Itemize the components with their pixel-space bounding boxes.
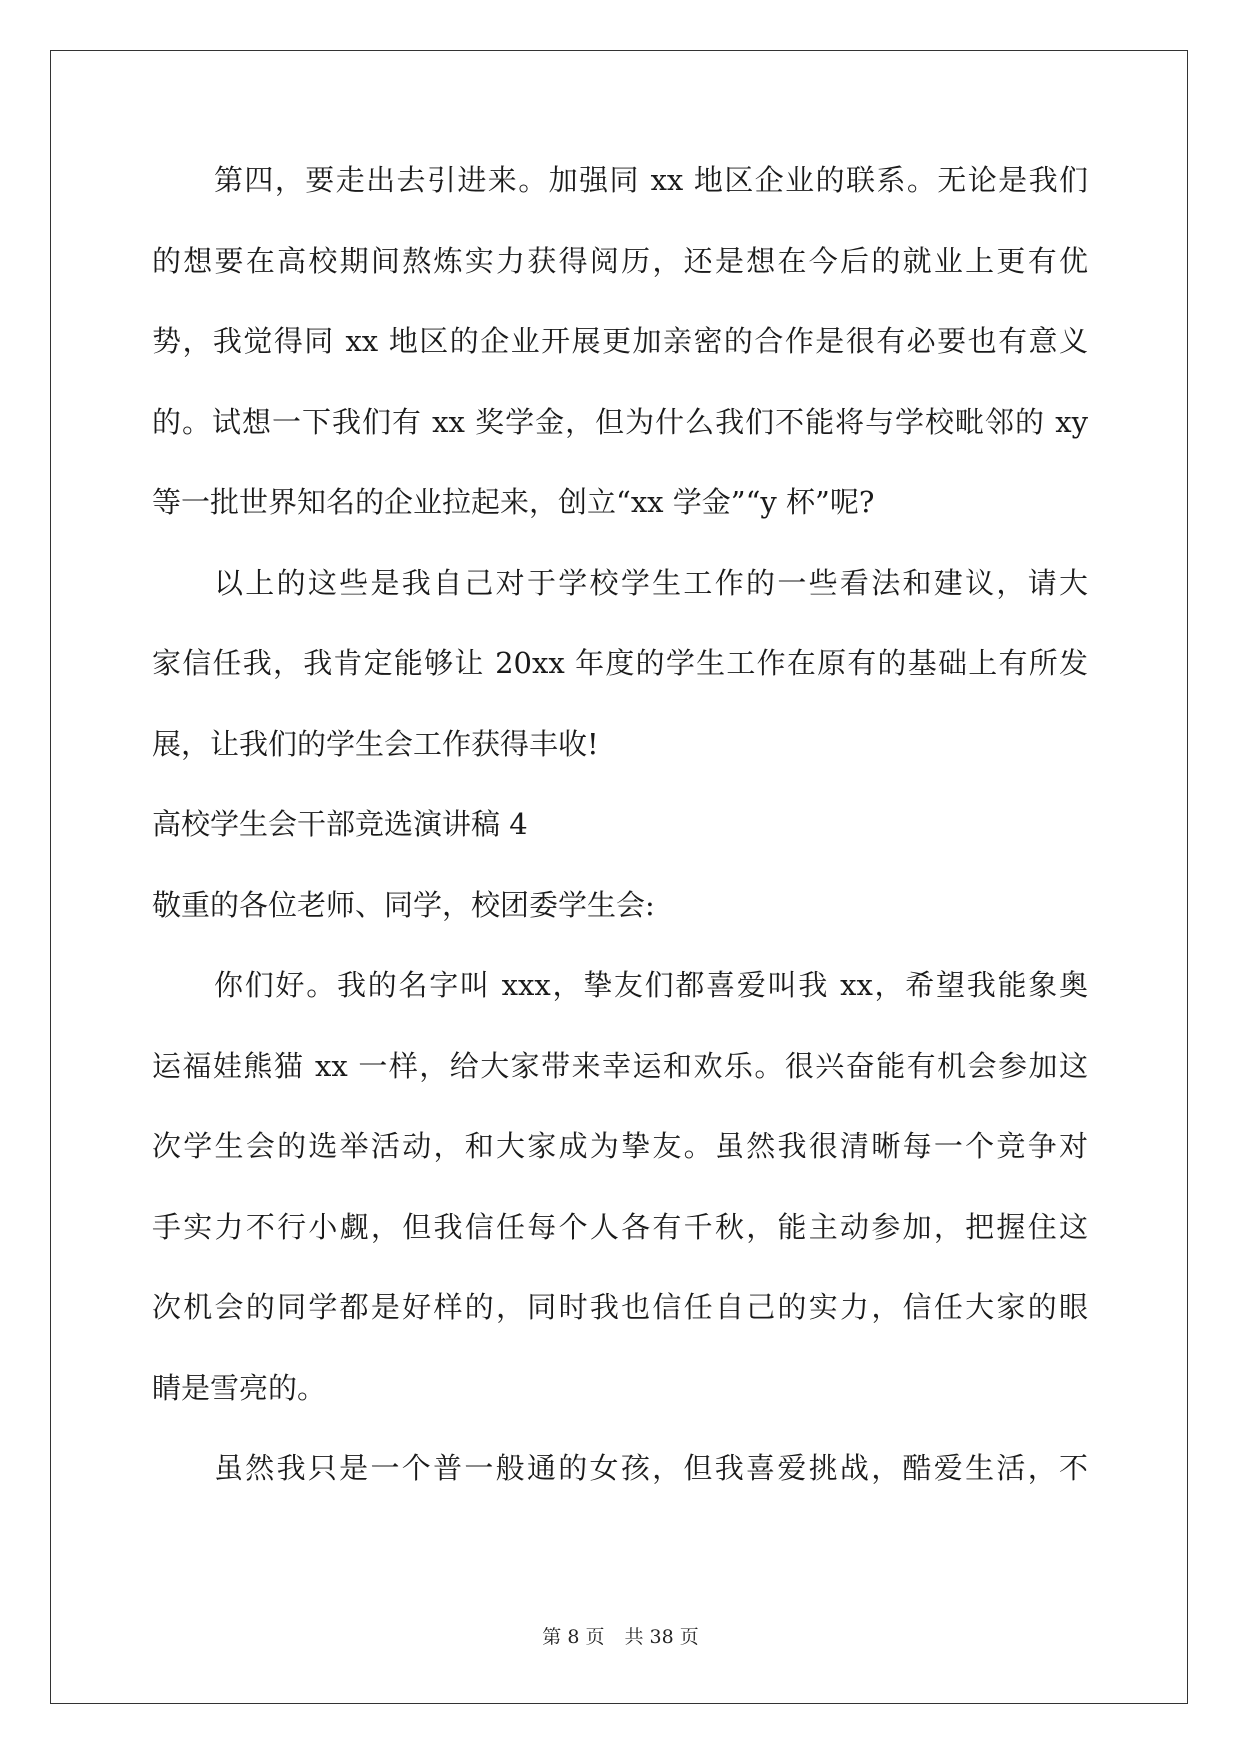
paragraph-line: 以上的这些是我自己对于学校学生工作的一些看法和建议，请大 <box>214 567 1088 600</box>
paragraph-line: 虽然我只是一个普一般通的女孩，但我喜爱挑战，酷爱生活，不 <box>214 1453 1088 1485</box>
paragraph-line: 势，我觉得同 xx 地区的企业开展更加亲密的合作是很有必要也有意义 <box>152 326 1088 358</box>
paragraph-line: 次机会的同学都是好样的，同时我也信任自己的实力，信任大家的眼 <box>152 1292 1088 1324</box>
page-number: 第 8 页 <box>542 1626 605 1648</box>
paragraph-line: 家信任我，我肯定能够让 20xx 年度的学生工作在原有的基础上有所发 <box>152 648 1088 680</box>
page-total: 共 38 页 <box>624 1626 699 1648</box>
paragraph-line: 手实力不行小觑，但我信任每个人各有千秋，能主动参加，把握住这 <box>152 1211 1088 1244</box>
paragraph-line: 运福娃熊猫 xx 一样，给大家带来幸运和欢乐。很兴奋能有机会参加这 <box>152 1050 1088 1083</box>
paragraph-line: 睛是雪亮的。 <box>152 1372 327 1405</box>
paragraph-line: 第四，要走出去引进来。加强同 xx 地区企业的联系。无论是我们 <box>214 165 1088 197</box>
paragraph-line: 等一批世界知名的企业拉起来，创立“xx 学金”“y 杯”呢? <box>152 487 875 519</box>
salutation: 敬重的各位老师、同学，校团委学生会: <box>152 889 655 922</box>
paragraph-line: 次学生会的选举活动，和大家成为挚友。虽然我很清晰每一个竞争对 <box>152 1131 1088 1163</box>
paragraph-line: 你们好。我的名字叫 xxx，挚友们都喜爱叫我 xx，希望我能象奥 <box>214 970 1088 1002</box>
section-heading: 高校学生会干部竞选演讲稿 4 <box>152 809 528 841</box>
paragraph-line: 的。试想一下我们有 xx 奖学金，但为什么我们不能将与学校毗邻的 xy <box>152 406 1088 439</box>
paragraph-line: 展，让我们的学生会工作获得丰收! <box>152 728 599 761</box>
page-footer <box>0 1622 1241 1649</box>
paragraph-line: 的想要在高校期间熬炼实力获得阅历，还是想在今后的就业上更有优 <box>152 245 1088 278</box>
document-body <box>152 165 1088 1534</box>
